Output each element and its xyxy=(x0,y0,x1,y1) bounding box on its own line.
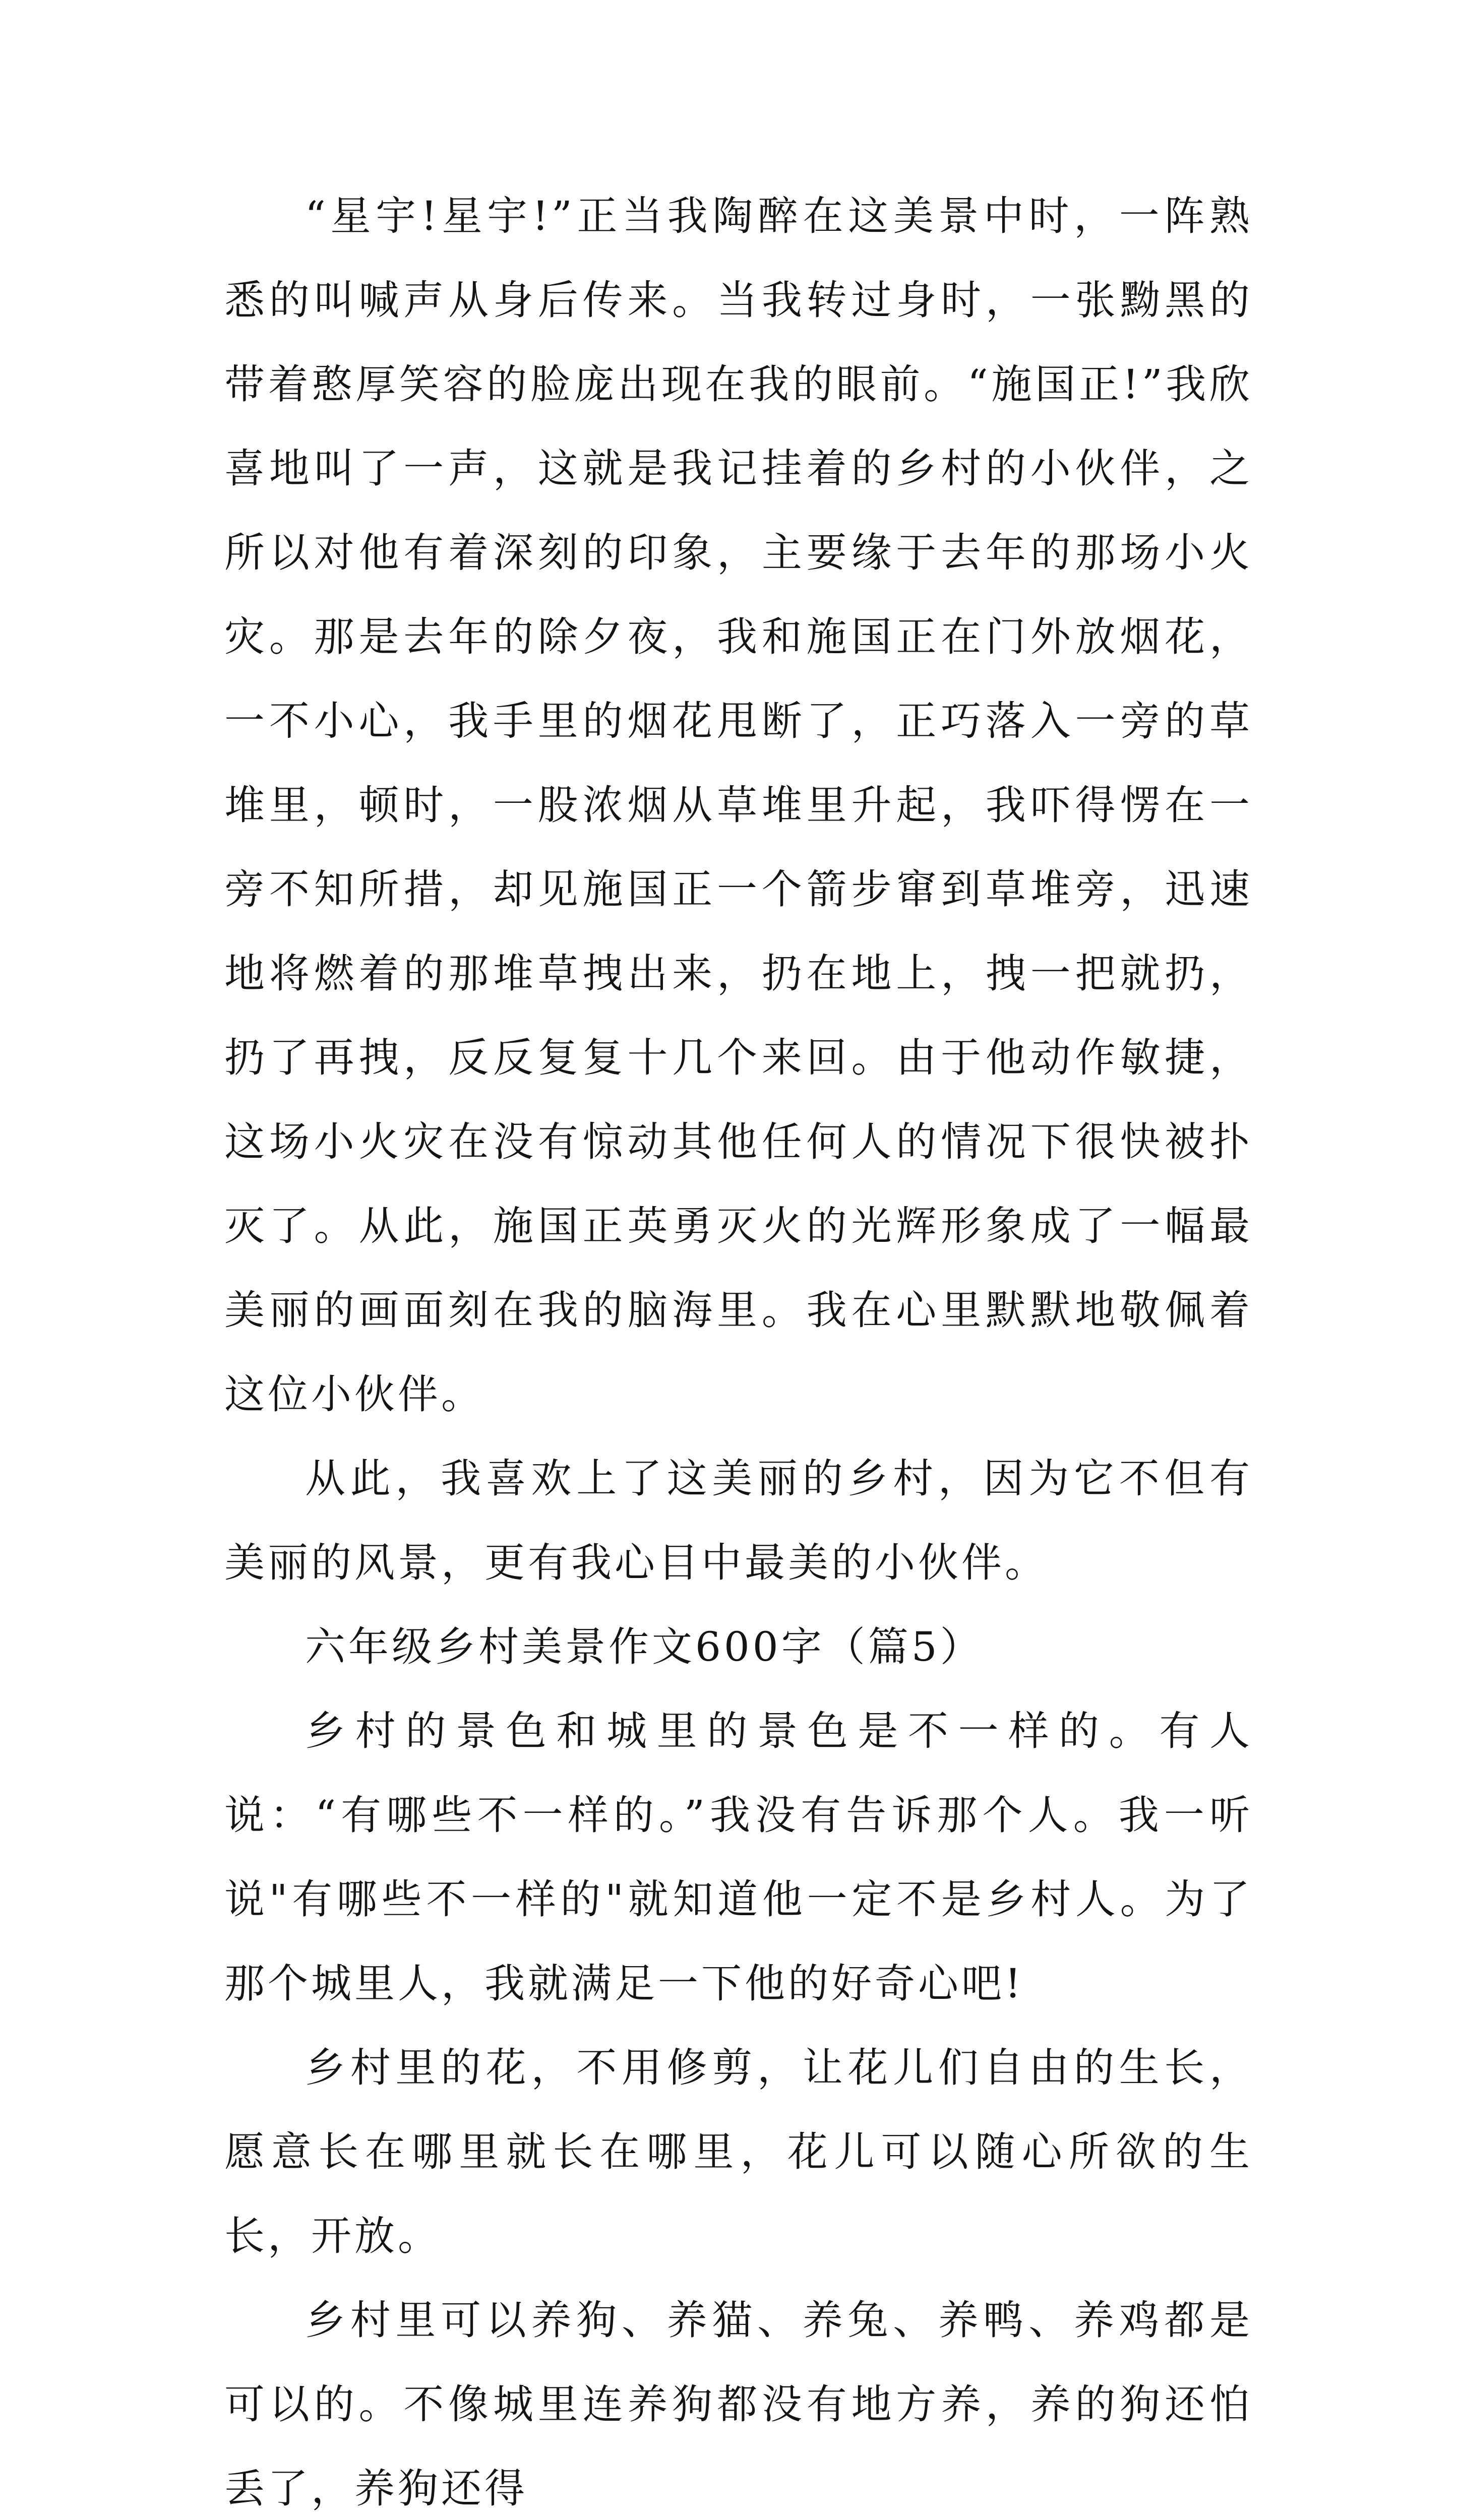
paragraph-fire-story: “星宇!星宇!”正当我陶醉在这美景中时，一阵熟悉的叫喊声从身后传来。当我转过身时，一张黝黑的带着憨厚笑容的脸庞出现在我的眼前。“施国正!”我欣喜地叫了一声，这就是我记挂着的乡村的小伙伴，之所以对他有着深刻的印象，主要缘于去年的那场小火灾。那是去年的除夕夜，我和施国正在门外放烟花，一不小心，我手里的烟花甩断了，正巧落入一旁的草堆里，顿时，一股浓烟从草堆里升起，我吓得愣在一旁不知所措，却见施国正一个箭步窜到草堆旁，迅速地将燃着的那堆草拽出来，扔在地上，拽一把就扔，扔了再拽，反反复复十几个来回。由于他动作敏捷，这场小火灾在没有惊动其他任何人的情况下很快被扑灭了。从此，施国正英勇灭火的光辉形象成了一幅最美丽的画面刻在我的脑海里。我在心里默默地敬佩着这位小伙伴。 xyxy=(224,193,1253,1418)
paragraph-flowers: 乡村里的花，不用修剪，让花儿们自由的生长，愿意长在哪里就长在哪里，花儿可以随心所欲的生长，开放。 xyxy=(224,2044,1253,2259)
article-body xyxy=(224,174,1253,2520)
paragraph-love-village: 从此，我喜欢上了这美丽的乡村，因为它不但有美丽的风景，更有我心目中最美的小伙伴。 xyxy=(224,1455,1253,1586)
paragraph-pets: 乡村里可以养狗、养猫、养兔、养鸭、养鸡都是可以的。不像城里连养狗都没有地方养，养的狗还怕丢了，养狗还得 xyxy=(224,2297,1253,2512)
paragraph-village-vs-city: 乡村的景色和城里的景色是不一样的。有人说：“有哪些不一样的。”我没有告诉那个人。我一听说"有哪些不一样的"就知道他一定不是乡村人。为了那个城里人，我就满足一下他的好奇心吧! xyxy=(224,1708,1253,2007)
section-heading: 六年级乡村美景作文600字（篇5） xyxy=(305,1623,984,1670)
